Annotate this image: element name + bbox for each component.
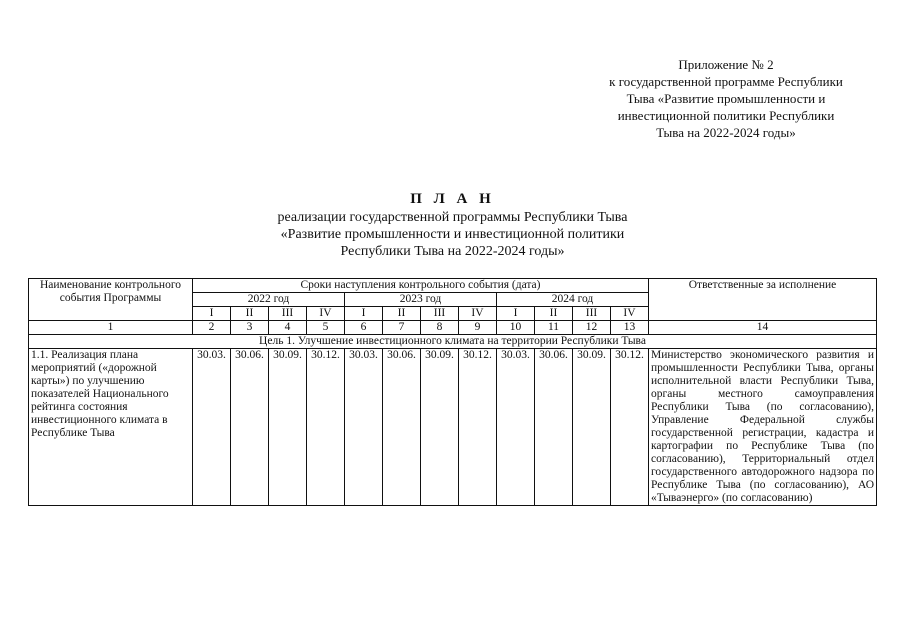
- column-number: 14: [649, 321, 877, 335]
- date-cell: 30.12.: [459, 349, 497, 506]
- column-numbers-row: [29, 321, 877, 335]
- quarter-cell: I: [345, 307, 383, 321]
- title-line: «Развитие промышленности и инвестиционной политики: [280, 227, 625, 242]
- date-cell: 30.12.: [307, 349, 345, 506]
- appendix-header: [566, 56, 886, 141]
- year-cell: 2024 год: [497, 293, 649, 307]
- column-number: 2: [193, 321, 231, 335]
- date-cell: 30.12.: [611, 349, 649, 506]
- column-number: 11: [535, 321, 573, 335]
- date-cell: 30.06.: [231, 349, 269, 506]
- column-number: 1: [29, 321, 193, 335]
- column-number: 9: [459, 321, 497, 335]
- date-cell: 30.09.: [269, 349, 307, 506]
- table-row: [29, 349, 877, 506]
- appendix-line: к государственной программе Республики: [609, 74, 843, 89]
- appendix-line: Приложение № 2: [678, 57, 774, 72]
- column-number: 10: [497, 321, 535, 335]
- plan-heading: П Л А Н: [410, 191, 495, 207]
- quarter-cell: III: [269, 307, 307, 321]
- title-line: реализации государственной программы Республики Тыва: [277, 210, 628, 225]
- column-number: 8: [421, 321, 459, 335]
- quarter-cell: I: [497, 307, 535, 321]
- col-dates-header: Сроки наступления контрольного события (дата): [193, 279, 649, 293]
- col-name-header: Наименование контрольного события Программы: [29, 279, 193, 321]
- quarter-cell: III: [421, 307, 459, 321]
- date-cell: 30.03.: [345, 349, 383, 506]
- quarter-cell: II: [231, 307, 269, 321]
- goal-cell: Цель 1. Улучшение инвестиционного климата на территории Республики Тыва: [29, 335, 877, 349]
- quarter-cell: II: [383, 307, 421, 321]
- column-number: 4: [269, 321, 307, 335]
- quarter-cell: IV: [611, 307, 649, 321]
- date-cell: 30.09.: [421, 349, 459, 506]
- date-cell: 30.03.: [497, 349, 535, 506]
- col-responsible-header: Ответственные за исполнение: [649, 279, 877, 321]
- date-cell: 30.06.: [383, 349, 421, 506]
- event-name-cell: 1.1. Реализация плана мероприятий («дорожной карты») по улучшению показателей Национального рейтинга состояния инвестиционного климата в Республике Тыва: [29, 349, 193, 506]
- date-cell: 30.06.: [535, 349, 573, 506]
- column-number: 3: [231, 321, 269, 335]
- year-cell: 2022 год: [193, 293, 345, 307]
- document-title: [0, 190, 905, 260]
- appendix-line: инвестиционной политики Республики: [617, 108, 835, 123]
- column-number: 7: [383, 321, 421, 335]
- column-number: 13: [611, 321, 649, 335]
- date-cell: 30.03.: [193, 349, 231, 506]
- quarter-cell: III: [573, 307, 611, 321]
- appendix-line: Тыва «Развитие промышленности и: [626, 91, 826, 106]
- date-cell: 30.09.: [573, 349, 611, 506]
- responsible-cell: Министерство экономического развития и промышленности Республики Тыва, органы исполнительной власти Республики Тыва, органы местного самоуправления Республики Тыва (по согласованию), Управление Федеральной службы государственной регистрации, кадастра и картографии по Республике Тыва (по согласованию), Территориальный отдел государственного автодорожного надзора по Республике Тыва (по согласованию), АО «Тываэнерго» (по согласованию): [649, 349, 877, 506]
- quarter-cell: II: [535, 307, 573, 321]
- column-number: 6: [345, 321, 383, 335]
- title-line: Республики Тыва на 2022-2024 годы»: [340, 244, 565, 259]
- quarter-cell: IV: [307, 307, 345, 321]
- plan-table: [28, 278, 877, 506]
- quarter-cell: I: [193, 307, 231, 321]
- year-cell: 2023 год: [345, 293, 497, 307]
- header-row: [29, 279, 877, 293]
- goal-row: [29, 335, 877, 349]
- column-number: 5: [307, 321, 345, 335]
- column-number: 12: [573, 321, 611, 335]
- quarter-cell: IV: [459, 307, 497, 321]
- appendix-line: Тыва на 2022-2024 годы»: [656, 125, 796, 140]
